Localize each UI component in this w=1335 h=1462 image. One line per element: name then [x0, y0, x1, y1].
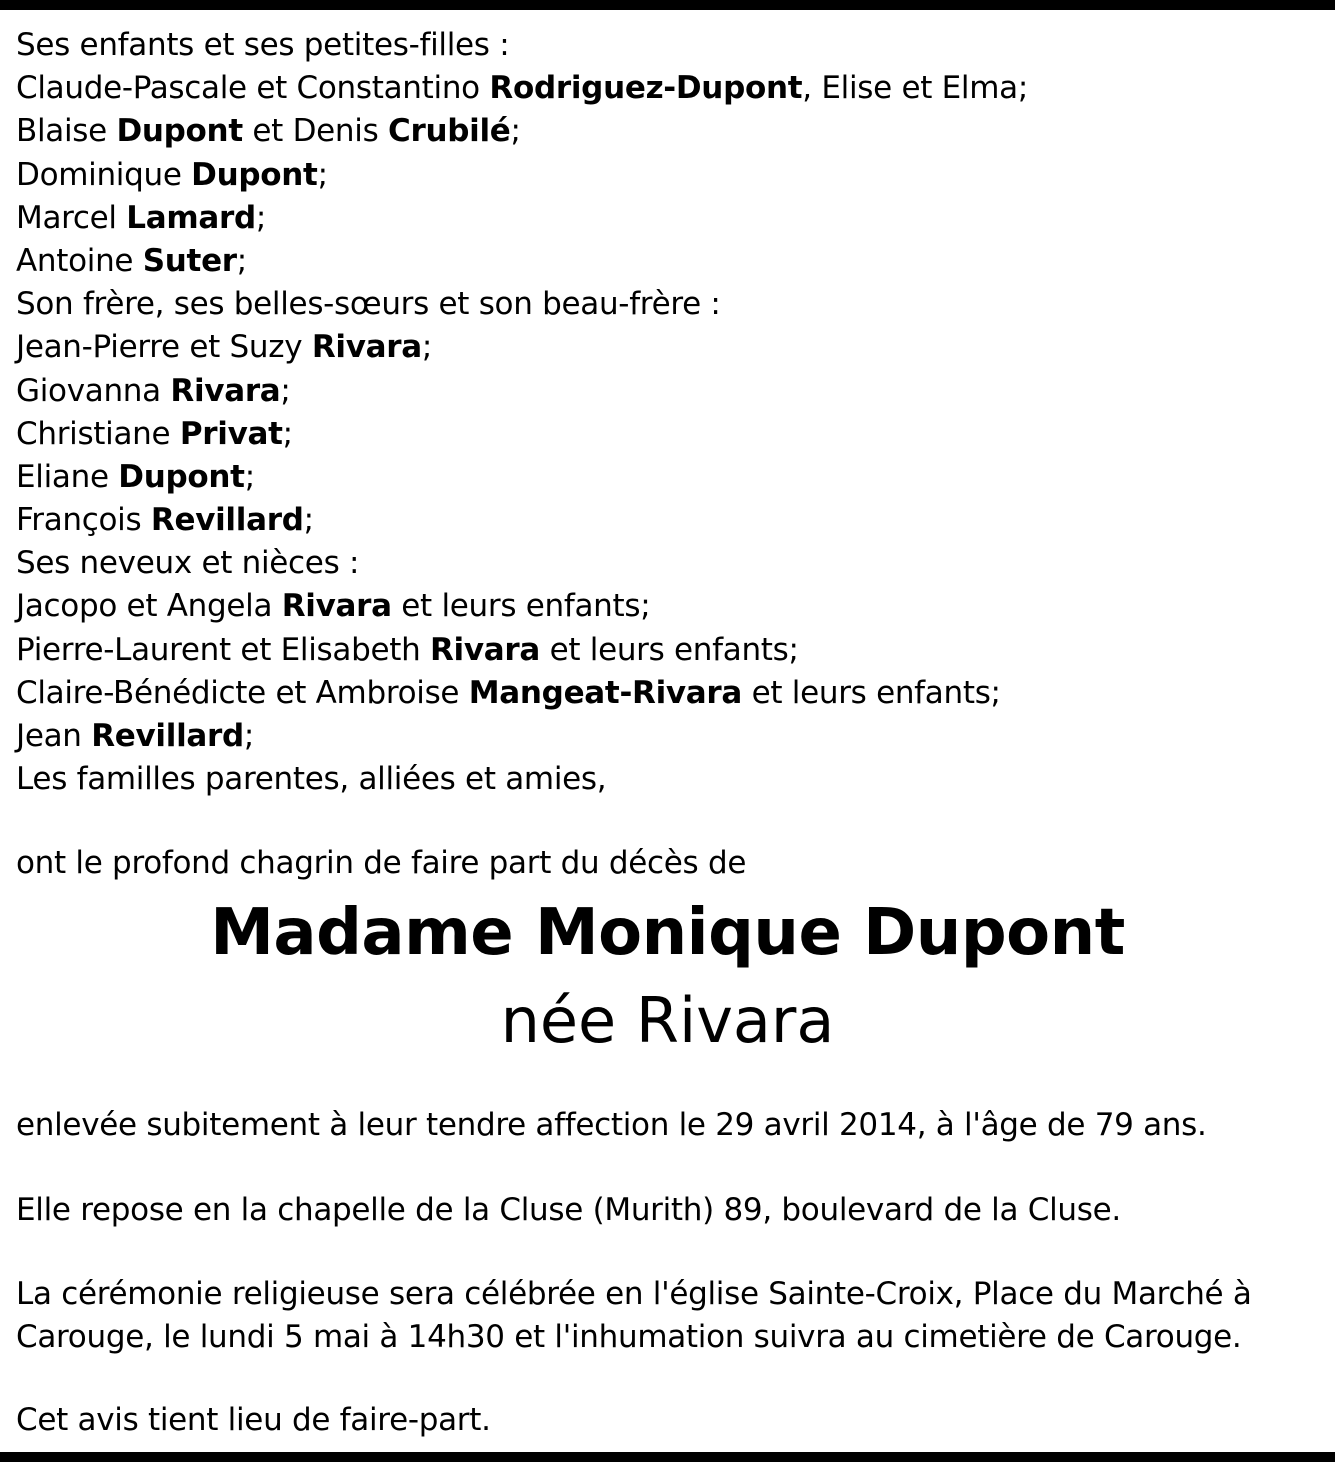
repose-paragraph	[16, 1189, 1316, 1232]
family-line	[16, 110, 1316, 153]
family-text: Jean	[16, 718, 92, 754]
family-line	[16, 197, 1316, 240]
family-text: Marcel	[16, 199, 127, 236]
family-text: Claire-Bénédicte et Ambroise	[16, 674, 469, 711]
family-text: Eliane	[16, 458, 119, 495]
family-surname: Revillard	[150, 502, 304, 539]
family-text: Son frère, ses belles-sœurs et son beau-frère :	[16, 286, 721, 323]
family-surname: Privat	[179, 415, 283, 452]
family-surname: Rivara	[311, 329, 422, 366]
announcement-text	[16, 842, 1316, 885]
deceased-maiden-name: née Rivara	[500, 984, 835, 1057]
top-border-rule	[0, 0, 1335, 10]
bottom-border-rule	[0, 1452, 1335, 1462]
family-surname: Dupont	[118, 458, 245, 495]
family-surname: Mangeat-Rivara	[468, 674, 743, 711]
announcement-line: ont le profond chagrin de faire part du décès de	[16, 845, 747, 881]
ceremony-line-2: Carouge, le lundi 5 mai à 14h30 et l'inhumation suivra au cimetière de Carouge.	[16, 1319, 1242, 1355]
family-text: Ses enfants et ses petites-filles :	[16, 27, 510, 63]
family-text: et Denis	[242, 113, 389, 150]
family-surname: Rivara	[170, 372, 281, 409]
family-line	[16, 240, 1316, 283]
family-line	[16, 542, 1316, 585]
family-surname: Suter	[142, 242, 237, 279]
family-text: ;	[236, 242, 247, 279]
family-line	[16, 758, 1316, 801]
family-line	[16, 585, 1316, 628]
family-line	[16, 629, 1316, 672]
family-line	[16, 370, 1316, 413]
family-text: Jean-Pierre et Suzy	[16, 329, 312, 366]
family-text: Blaise	[16, 113, 117, 150]
family-text: et leurs enfants;	[540, 631, 799, 668]
family-surname: Revillard	[91, 718, 244, 754]
family-surname: Rivara	[429, 631, 541, 668]
family-line	[16, 456, 1316, 499]
family-text: Claude-Pascale et Constantino	[16, 70, 490, 107]
family-text: ;	[244, 458, 255, 495]
ceremony-line-1: La cérémonie religieuse sera célébrée en l'église Sainte-Croix, Place du Marché à	[16, 1276, 1252, 1312]
family-text: ;	[280, 372, 291, 409]
family-text: Christiane	[16, 415, 180, 452]
repose-line: Elle repose en la chapelle de la Cluse (Murith) 89, boulevard de la Cluse.	[16, 1192, 1121, 1228]
family-line	[16, 413, 1316, 456]
family-text: et leurs enfants;	[742, 674, 1001, 711]
family-line	[16, 715, 1316, 758]
family-text: Giovanna	[16, 372, 171, 409]
family-text: ;	[243, 718, 255, 754]
family-text: Dominique	[16, 156, 192, 193]
family-text: Antoine	[16, 242, 143, 279]
family-surname: Lamard	[126, 199, 256, 236]
family-surname: Crubilé	[388, 113, 511, 150]
family-surname: Dupont	[191, 156, 318, 193]
family-line	[16, 67, 1316, 110]
family-text: ;	[255, 199, 267, 236]
family-text: ;	[303, 502, 314, 539]
family-text: ;	[421, 329, 432, 366]
family-text: ;	[317, 156, 328, 193]
family-list	[16, 24, 1316, 801]
family-surname: Rodriguez-Dupont	[489, 70, 803, 107]
family-text: , Elise et Elma;	[802, 70, 1028, 107]
family-line	[16, 154, 1316, 197]
family-text: et leurs enfants;	[391, 588, 651, 625]
death-notice-paragraph	[16, 1104, 1316, 1147]
ceremony-paragraph	[16, 1273, 1316, 1359]
family-text: François	[16, 502, 151, 539]
family-text: ;	[510, 113, 521, 150]
family-line	[16, 326, 1316, 369]
family-line	[16, 283, 1316, 326]
family-line	[16, 499, 1316, 542]
family-line	[16, 672, 1316, 715]
family-text: Les familles parentes, alliées et amies,	[16, 761, 607, 798]
family-surname: Rivara	[281, 588, 392, 625]
death-notice-line: enlevée subitement à leur tendre affection le 29 avril 2014, à l'âge de 79 ans.	[16, 1107, 1207, 1143]
family-text: Ses neveux et nièces :	[16, 545, 360, 582]
family-line	[16, 24, 1316, 67]
family-text: Jacopo et Angela	[16, 588, 282, 625]
closing-line: Cet avis tient lieu de faire-part.	[16, 1402, 491, 1438]
deceased-name: Madame Monique Dupont	[210, 896, 1125, 970]
family-text: ;	[282, 415, 293, 452]
family-text: Pierre-Laurent et Elisabeth	[16, 631, 430, 668]
family-surname: Dupont	[116, 113, 243, 150]
closing-paragraph	[16, 1399, 1316, 1442]
